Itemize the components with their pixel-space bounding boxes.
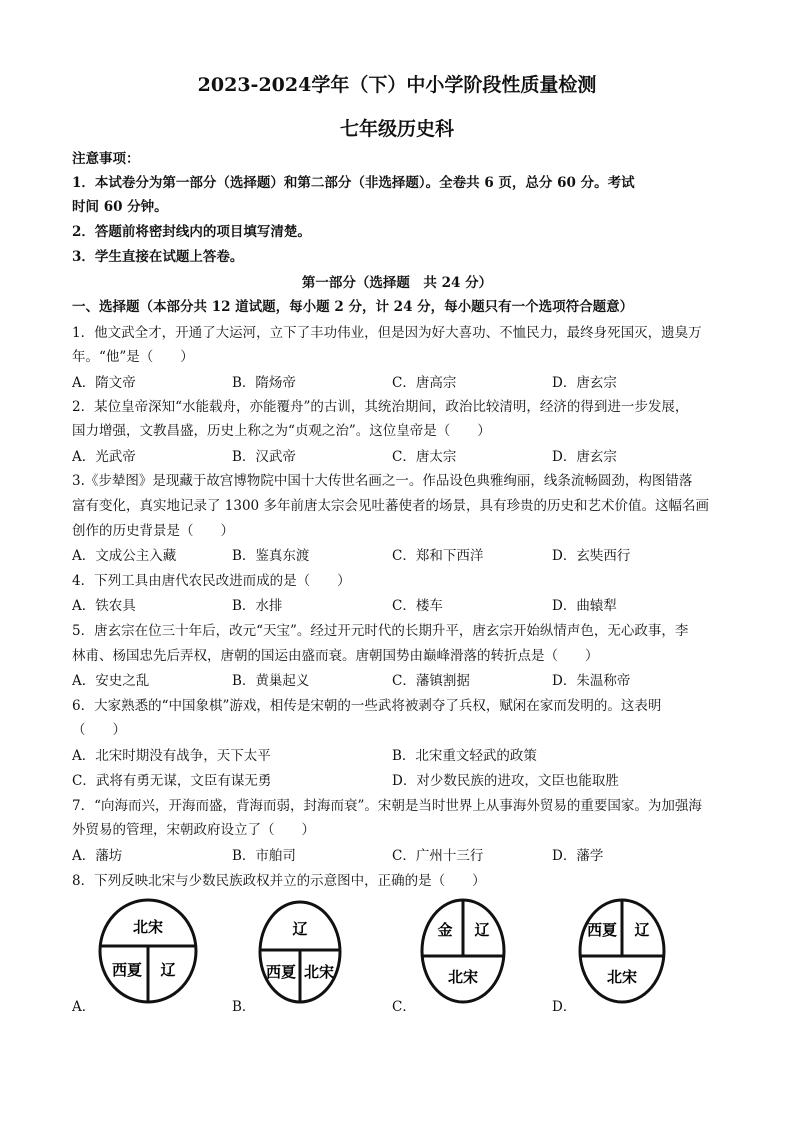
notice-line-3: 2．答题前将密封线内的项目填写清楚。 bbox=[72, 224, 311, 240]
q8-diagram-c[interactable] bbox=[420, 898, 506, 1004]
q3-option-d[interactable]: D．玄奘西行 bbox=[552, 548, 631, 564]
q1-option-c[interactable]: C．唐高宗 bbox=[392, 375, 457, 391]
diagram-b-left-label: 西夏 bbox=[265, 963, 297, 981]
q8-option-c[interactable]: C． bbox=[392, 999, 416, 1015]
q3-option-b[interactable]: B．鉴真东渡 bbox=[232, 548, 310, 564]
q1-line-2: 年。“他”是（ ） bbox=[72, 349, 194, 365]
q2-option-b[interactable]: B．汉武帝 bbox=[232, 449, 296, 465]
q5-option-d[interactable]: D．朱温称帝 bbox=[552, 673, 631, 689]
q8-diagram-b[interactable] bbox=[258, 900, 342, 1004]
q6-line-2: （ ） bbox=[72, 722, 126, 738]
q2-option-d[interactable]: D．唐玄宗 bbox=[552, 449, 617, 465]
q6-option-c[interactable]: C．武将有勇无谋，文臣有谋无勇 bbox=[72, 773, 272, 789]
q1-option-d[interactable]: D．唐玄宗 bbox=[552, 375, 617, 391]
q3-option-c[interactable]: C．郑和下西洋 bbox=[392, 548, 484, 564]
q7-option-b[interactable]: B．市舶司 bbox=[232, 848, 296, 864]
diagram-b-top-label: 辽 bbox=[292, 920, 308, 938]
q1-line-1: 1．他文武全才，开通了大运河，立下了丰功伟业，但是因为好大喜功、不恤民力，最终身死国灭，遗臭万 bbox=[72, 325, 702, 341]
q4-option-d[interactable]: D．曲辕犁 bbox=[552, 598, 617, 614]
exam-subject: 七年级历史科 bbox=[339, 118, 454, 140]
diagram-b-right-label: 北宋 bbox=[303, 963, 335, 981]
q1-option-a[interactable]: A．隋文帝 bbox=[72, 375, 136, 391]
q8-line-1: 8．下列反映北宋与少数民族政权并立的示意图中，正确的是（ ） bbox=[72, 873, 486, 889]
notice-line-4: 3．学生直接在试题上答卷。 bbox=[72, 249, 244, 265]
q5-option-c[interactable]: C．藩镇割据 bbox=[392, 673, 470, 689]
notice-heading: 注意事项： bbox=[72, 151, 140, 167]
q5-line-1: 5．唐玄宗在位三十年后，改元“天宝”。经过开元时代的长期升平，唐玄宗开始纵情声色，无心政事，李 bbox=[72, 623, 689, 639]
part1-title: 第一部分（选择题 共 24 分） bbox=[301, 275, 493, 291]
q6-option-d[interactable]: D．对少数民族的进攻，文臣也能取胜 bbox=[392, 773, 619, 789]
q6-option-a[interactable]: A．北宋时期没有战争，天下太平 bbox=[72, 748, 271, 764]
q4-line-1: 4．下列工具由唐代农民改进而成的是（ ） bbox=[72, 573, 351, 589]
q7-option-d[interactable]: D．藩学 bbox=[552, 848, 604, 864]
q7-option-a[interactable]: A．藩坊 bbox=[72, 848, 123, 864]
q2-option-a[interactable]: A．光武帝 bbox=[72, 449, 136, 465]
q5-option-b[interactable]: B．黄巢起义 bbox=[232, 673, 310, 689]
q8-diagram-d[interactable] bbox=[578, 898, 666, 1004]
q2-line-1: 2．某位皇帝深知“水能载舟，亦能覆舟”的古训，其统治期间，政治比较清明，经济的得到进一步发展， bbox=[72, 399, 689, 415]
q3-line-3: 创作的历史背景是（ ） bbox=[72, 523, 234, 539]
q5-option-a[interactable]: A．安史之乱 bbox=[72, 673, 150, 689]
exam-title: 2023-2024学年（下）中小学阶段性质量检测 bbox=[197, 74, 597, 96]
q7-line-2: 外贸易的管理，宋朝政府设立了（ ） bbox=[72, 822, 315, 838]
diagram-a-top-label: 北宋 bbox=[132, 918, 164, 936]
q4-option-b[interactable]: B．水排 bbox=[232, 598, 283, 614]
q3-option-a[interactable]: A．文成公主入藏 bbox=[72, 548, 177, 564]
q4-option-a[interactable]: A．铁农具 bbox=[72, 598, 136, 614]
q8-option-a[interactable]: A． bbox=[72, 999, 96, 1015]
q8-option-d[interactable]: D． bbox=[552, 999, 577, 1015]
q5-line-2: 林甫、杨国忠先后弄权，唐朝的国运由盛而衰。唐朝国势由巅峰滑落的转折点是（ ） bbox=[72, 648, 599, 664]
q7-line-1: 7．“向海而兴，开海而盛，背海而弱，封海而衰”。宋朝是当时世界上从事海外贸易的重要国家。为加强海 bbox=[72, 798, 702, 814]
section-heading: 一、选择题（本部分共 12 道试题，每小题 2 分，计 24 分，每小题只有一个选项符合题意） bbox=[72, 299, 634, 315]
q6-option-b[interactable]: B．北宋重文轻武的政策 bbox=[392, 748, 537, 764]
notice-line-1: 1．本试卷分为第一部分（选择题）和第二部分（非选择题）。全卷共 6 页，总分 60 分。考试 bbox=[72, 175, 635, 191]
diagram-d-left-label: 西夏 bbox=[586, 921, 618, 939]
q3-line-2: 富有变化，真实地记录了 1300 多年前唐太宗会见吐蕃使者的场景，具有珍贵的历史和艺术价值。这幅名画 bbox=[72, 498, 709, 514]
diagram-c-left-label: 金 bbox=[437, 921, 453, 939]
diagram-d-bottom-label: 北宋 bbox=[606, 968, 638, 986]
q4-option-c[interactable]: C．楼车 bbox=[392, 598, 443, 614]
q2-option-c[interactable]: C．唐太宗 bbox=[392, 449, 457, 465]
q8-option-b[interactable]: B． bbox=[232, 999, 256, 1015]
diagram-c-right-label: 辽 bbox=[474, 921, 490, 939]
notice-line-2: 时间 60 分钟。 bbox=[72, 199, 168, 215]
diagram-d-right-label: 辽 bbox=[634, 921, 650, 939]
q3-line-1: 3.《步辇图》是现藏于故宫博物院中国十大传世名画之一。作品设色典雅绚丽，线条流畅圆劲，构图错落 bbox=[72, 473, 693, 489]
diagram-a-right-label: 辽 bbox=[160, 961, 176, 979]
q2-line-2: 国力增强，文教昌盛，历史上称之为“贞观之治”。这位皇帝是（ ） bbox=[72, 423, 491, 439]
q1-option-b[interactable]: B．隋炀帝 bbox=[232, 375, 296, 391]
q6-line-1: 6．大家熟悉的“中国象棋”游戏，相传是宋朝的一些武将被剥夺了兵权，赋闲在家而发明的。这表明 bbox=[72, 698, 662, 714]
q7-option-c[interactable]: C．广州十三行 bbox=[392, 848, 484, 864]
q8-diagram-a[interactable] bbox=[98, 898, 198, 1004]
diagram-c-bottom-label: 北宋 bbox=[447, 968, 479, 986]
diagram-a-left-label: 西夏 bbox=[111, 961, 143, 979]
